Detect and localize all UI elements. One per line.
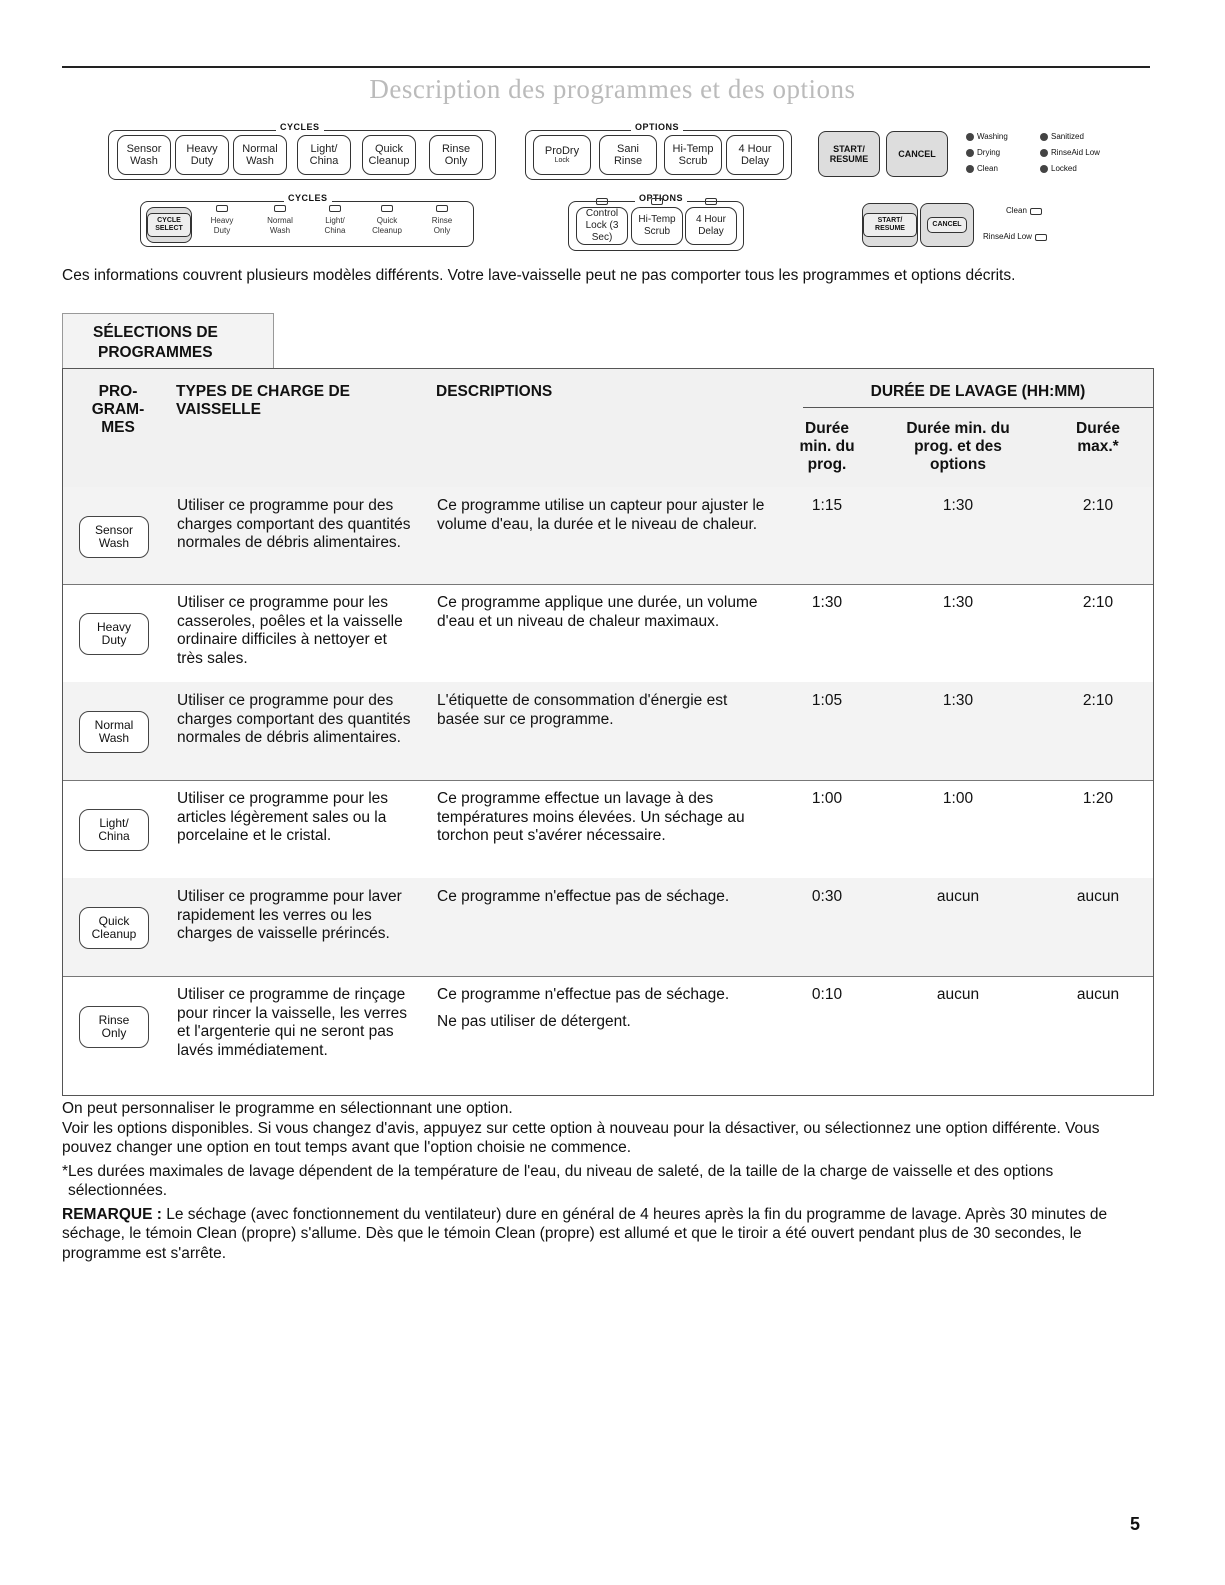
indicator-label: Locked [1051,164,1077,173]
indicator-light-icon [966,165,974,173]
panel1-cycle-light-button[interactable] [297,135,351,175]
cycle-lamp-icon [216,205,228,212]
indicator-label: Washing [977,132,1008,141]
panel2-cancel-label: CANCEL [927,217,966,233]
indicator-label: Drying [977,148,1001,157]
description-text: Ce programme utilise un capteur pour ajuster le volume d'eau, la durée et le niveau de chaleur. [437,497,765,533]
cell-min-options: 1:30 [942,497,974,514]
description-text: Ce programme n'effectue pas de séchage. [437,986,730,1003]
button-label-line: Scrub [678,155,708,167]
panel2-options-label: OPTIONS [635,193,687,203]
panel1-option-sani-button[interactable] [599,135,657,175]
description-text-2: Ne pas utiliser de détergent. [437,1012,631,1030]
remarque-text: Le séchage (avec fonctionnement du ventilateur) dure en général de 4 heures après la fin du programme de lavage. Après 30 minutes de séchage, le témoin Clean (propre) s'allume. Dès que le témoin Clean (propre) est allumé et que le tiroir a été ouvert pendant plus de 30 secondes, le programme est s'arrête. [62,1205,1108,1262]
rinseaid-lamp-icon [1035,234,1047,241]
panel1-options-label: OPTIONS [631,122,683,132]
table-row [63,878,1153,977]
note-1: On peut personnaliser le programme en sélectionnant une option. [62,1100,513,1117]
indicator-label: Sanitized [1051,132,1084,141]
panel2-option-control-button[interactable] [576,207,628,245]
panel2-cycle-quick-button[interactable] [365,216,409,236]
description-text: Ce programme effectue un lavage à des températures moins élevées. Un séchage au torchon peut s'avérer nécessaire. [437,790,745,844]
panel2-cycle-select-label: CYCLE SELECT [147,213,191,237]
header-descriptions: DESCRIPTIONS [436,383,553,400]
panel2-cycle-select-button[interactable] [146,207,192,243]
cell-types: Utiliser ce programme pour des charges comportant des quantités normales de débris alimentaires. [177,497,411,551]
cell-min: 1:00 [811,790,843,807]
clean-lamp-icon [1030,208,1042,215]
program-label-line: Normal [94,718,134,732]
button-label-line: China [324,226,346,235]
cell-min-options: 1:30 [942,594,974,611]
selections-line-1: SÉLECTIONS DE [93,324,218,341]
top-rule [62,66,1150,68]
cycle-lamp-icon [381,205,393,212]
panel1-cancel-label: CANCEL [898,149,936,159]
button-label-line: Delay [740,155,770,167]
panel2-cycle-heavy-button[interactable] [200,216,244,236]
panel1-option-4hour-button[interactable] [726,135,784,175]
cell-max: 2:10 [1082,594,1114,611]
program-label-line: Duty [101,633,127,647]
option-lamp-icon [596,198,608,205]
cell-max: aucun [1076,888,1120,905]
button-label-line: Wash [246,155,274,167]
button-label-line: Normal [267,216,293,225]
panel2-indicator-clean: Clean [1006,206,1042,216]
table-row [63,976,1153,1094]
cell-description [437,986,767,1031]
button-label-line: Sensor [126,143,162,155]
button-label-line: Lock [554,157,570,164]
cell-types: Utiliser ce programme pour les articles légèrement sales ou la porcelaine et le cristal. [177,790,389,844]
button-label-line: Cleanup [368,155,410,167]
button-label-line: Rinse [441,143,471,155]
note-asterisk: *Les durées maximales de lavage dépendent de la température de l'eau, du niveau de saleté, de la taille de la charge de vaisselle et des options sélectionnées. [62,1162,1054,1199]
button-label-line: Delay [698,226,724,237]
program-label-line: Wash [98,731,130,745]
panel1-cycles-label: CYCLES [276,122,324,132]
button-label-line: Sani [616,143,640,155]
program-label-line: Only [101,1026,127,1040]
panel1-indicator-drying [966,148,1000,158]
program-light-icon [79,809,149,851]
panel2-cycle-rinse-button[interactable] [420,216,464,236]
cell-description [437,497,767,534]
header-duration: DURÉE DE LAVAGE (HH:MM) [870,383,1086,400]
option-lamp-icon [651,198,663,205]
button-label-line: Control [585,208,619,219]
cell-types: Utiliser ce programme pour les casseroles, poêles et la vaisselle ordinaire difficiles à nettoyer et très sales. [177,594,403,667]
button-label-line: Light/ [325,216,345,225]
button-label-line: Wash [130,155,158,167]
button-label-line: Heavy [210,216,234,225]
panel1-option-hitemp-button[interactable] [664,135,722,175]
page-title: Description des programmes et des options [369,74,856,104]
indicator-light-icon [966,133,974,141]
button-label-line: Only [433,226,451,235]
panel2-option-hitemp-button[interactable] [631,207,683,245]
panel2-cycle-light-button[interactable] [313,216,357,236]
button-label-line: Wash [269,226,291,235]
panel1-indicator-clean [966,164,998,174]
cell-min-options: aucun [936,888,980,905]
note-2: Voir les options disponibles. Si vous changez d'avis, appuyez sur cette option à nouveau pour la désactiver, ou sélectionnez une option différente. Vous pouvez changer une option en tout temps avant que l'option choisie ne commence. [62,1119,1100,1156]
cell-max: 2:10 [1082,692,1114,709]
indicator-light-icon [966,149,974,157]
panel1-option-prodry-button[interactable] [533,135,591,175]
button-label-line: Rinse [613,155,643,167]
cell-description [437,594,767,631]
notes [62,1099,1152,1267]
cycle-lamp-icon [329,205,341,212]
program-label-line: Quick [98,914,130,928]
duration-underline [803,407,1153,408]
panel1-start-resume-button[interactable] [818,131,880,177]
button-label-line: Only [444,155,468,167]
table-header [63,369,1153,488]
panel2-indicator-rinseaid: RinseAid Low [983,232,1047,242]
selections-line-2: PROGRAMMES [98,344,213,361]
button-label-line: ProDry [544,145,580,157]
header-min: Durée min. du prog. [799,420,855,473]
header-types: TYPES DE CHARGE DE VAISSELLE [176,383,350,418]
description-text: L'étiquette de consommation d'énergie est basée sur ce programme. [437,692,728,728]
panel2-cancel-button[interactable] [920,203,974,247]
cell-types: Utiliser ce programme pour laver rapidement les verres ou les charges de vaisselle prérincés. [177,888,402,942]
panel1-cycle-sensor-button[interactable] [117,135,171,175]
button-label-line: Quick [374,143,404,155]
description-text: Ce programme n'effectue pas de séchage. [437,888,730,905]
cell-description [437,790,767,846]
cell-min: 1:15 [811,497,843,514]
panel1-indicator-rinseaidlow [1040,148,1100,158]
button-label-line: Rinse [431,216,453,225]
indicator-light-icon [1040,149,1048,157]
button-label-line: Normal [242,143,278,155]
panel1-start-label: START/ RESUME [829,144,869,164]
description-text: Ce programme applique une durée, un volume d'eau et un niveau de chaleur maximaux. [437,594,758,630]
program-normal-icon [79,711,149,753]
program-label-line: Heavy [96,620,131,634]
note-remarque [62,1205,1152,1264]
program-label-line: China [98,829,130,843]
cell-min-options: 1:00 [942,790,974,807]
option-lamp-icon [705,198,717,205]
panel1-indicator-locked [1040,164,1077,174]
button-label-line: Hi-Temp [638,214,676,225]
cell-min: 1:05 [811,692,843,709]
header-programs: PRO- GRAM- MES [91,383,145,436]
cell-description [437,692,767,729]
button-label-line: Light/ [310,143,338,155]
page-number: 5 [1130,1514,1141,1534]
indicator-light-icon [1040,133,1048,141]
selections-header [62,313,274,371]
button-label-line: Heavy [186,143,218,155]
program-heavy-icon [79,613,149,655]
cycle-lamp-icon [436,205,448,212]
button-label-line: Duty [213,226,231,235]
intro-text: Ces informations couvrent plusieurs modèles différents. Votre lave-vaisselle peut ne pas comporter tous les programmes et options décrits. [62,267,1016,284]
panel2-option-4hour-button[interactable] [685,207,737,245]
button-label-line: 4 Hour [695,214,726,225]
table-row [63,682,1153,781]
panel1-indicator-washing [966,132,1008,142]
header-min-options: Durée min. du prog. et des options [906,420,1010,473]
program-label-line: Wash [98,536,130,550]
programs-table [62,368,1154,1096]
table-row [63,584,1153,683]
indicator-label: RinseAid Low [1051,148,1100,157]
panel1-cycle-quick-button[interactable] [362,135,416,175]
program-sensor-icon [79,516,149,558]
button-label-line: 4 Hour [738,143,772,155]
button-label-line: Cleanup [372,226,402,235]
panel1-cycle-normal-button[interactable] [233,135,287,175]
cycle-lamp-icon [274,205,286,212]
program-label-line: Light/ [99,816,129,830]
button-label-line: China [309,155,339,167]
remarque-label: REMARQUE : [62,1205,162,1223]
indicator-light-icon [1040,165,1048,173]
button-label-line: Duty [190,155,214,167]
panel1-cancel-button[interactable] [886,131,948,177]
button-label-line: Hi-Temp [672,143,714,155]
button-label-line: Quick [376,216,398,225]
program-label-line: Cleanup [91,927,137,941]
panel2-start-label: START/ RESUME [863,213,917,237]
button-label-line: Scrub [643,226,671,237]
cell-min: 0:10 [811,986,843,1003]
panel2-cycles-label: CYCLES [284,193,332,203]
cell-types: Utiliser ce programme pour des charges comportant des quantités normales de débris alimentaires. [177,692,411,746]
indicator-label: Clean [977,164,998,173]
panel1-cycle-rinse-button[interactable] [429,135,483,175]
button-label-line: Lock (3 Sec) [585,220,619,243]
cell-types: Utiliser ce programme de rinçage pour rincer la vaisselle, les verres et l'argenterie qui ne seront pas lavés immédiatement. [177,986,408,1059]
cell-max: 1:20 [1082,790,1114,807]
panel2-cycle-normal-button[interactable] [258,216,302,236]
program-quick-icon [79,907,149,949]
cell-description [437,888,767,907]
table-row [63,487,1153,585]
panel1-cycle-heavy-button[interactable] [175,135,229,175]
table-row [63,780,1153,879]
cell-min: 0:30 [811,888,843,905]
cell-max: aucun [1076,986,1120,1003]
panel1-indicator-sanitized [1040,132,1084,142]
program-rinse-icon [79,1006,149,1048]
cell-min-options: aucun [936,986,980,1003]
header-max: Durée max.* [1076,420,1120,455]
cell-min: 1:30 [811,594,843,611]
program-label-line: Sensor [94,523,134,537]
cell-max: 2:10 [1082,497,1114,514]
panel2-start-resume-button[interactable] [862,203,918,247]
cell-min-options: 1:30 [942,692,974,709]
program-label-line: Rinse [98,1013,130,1027]
